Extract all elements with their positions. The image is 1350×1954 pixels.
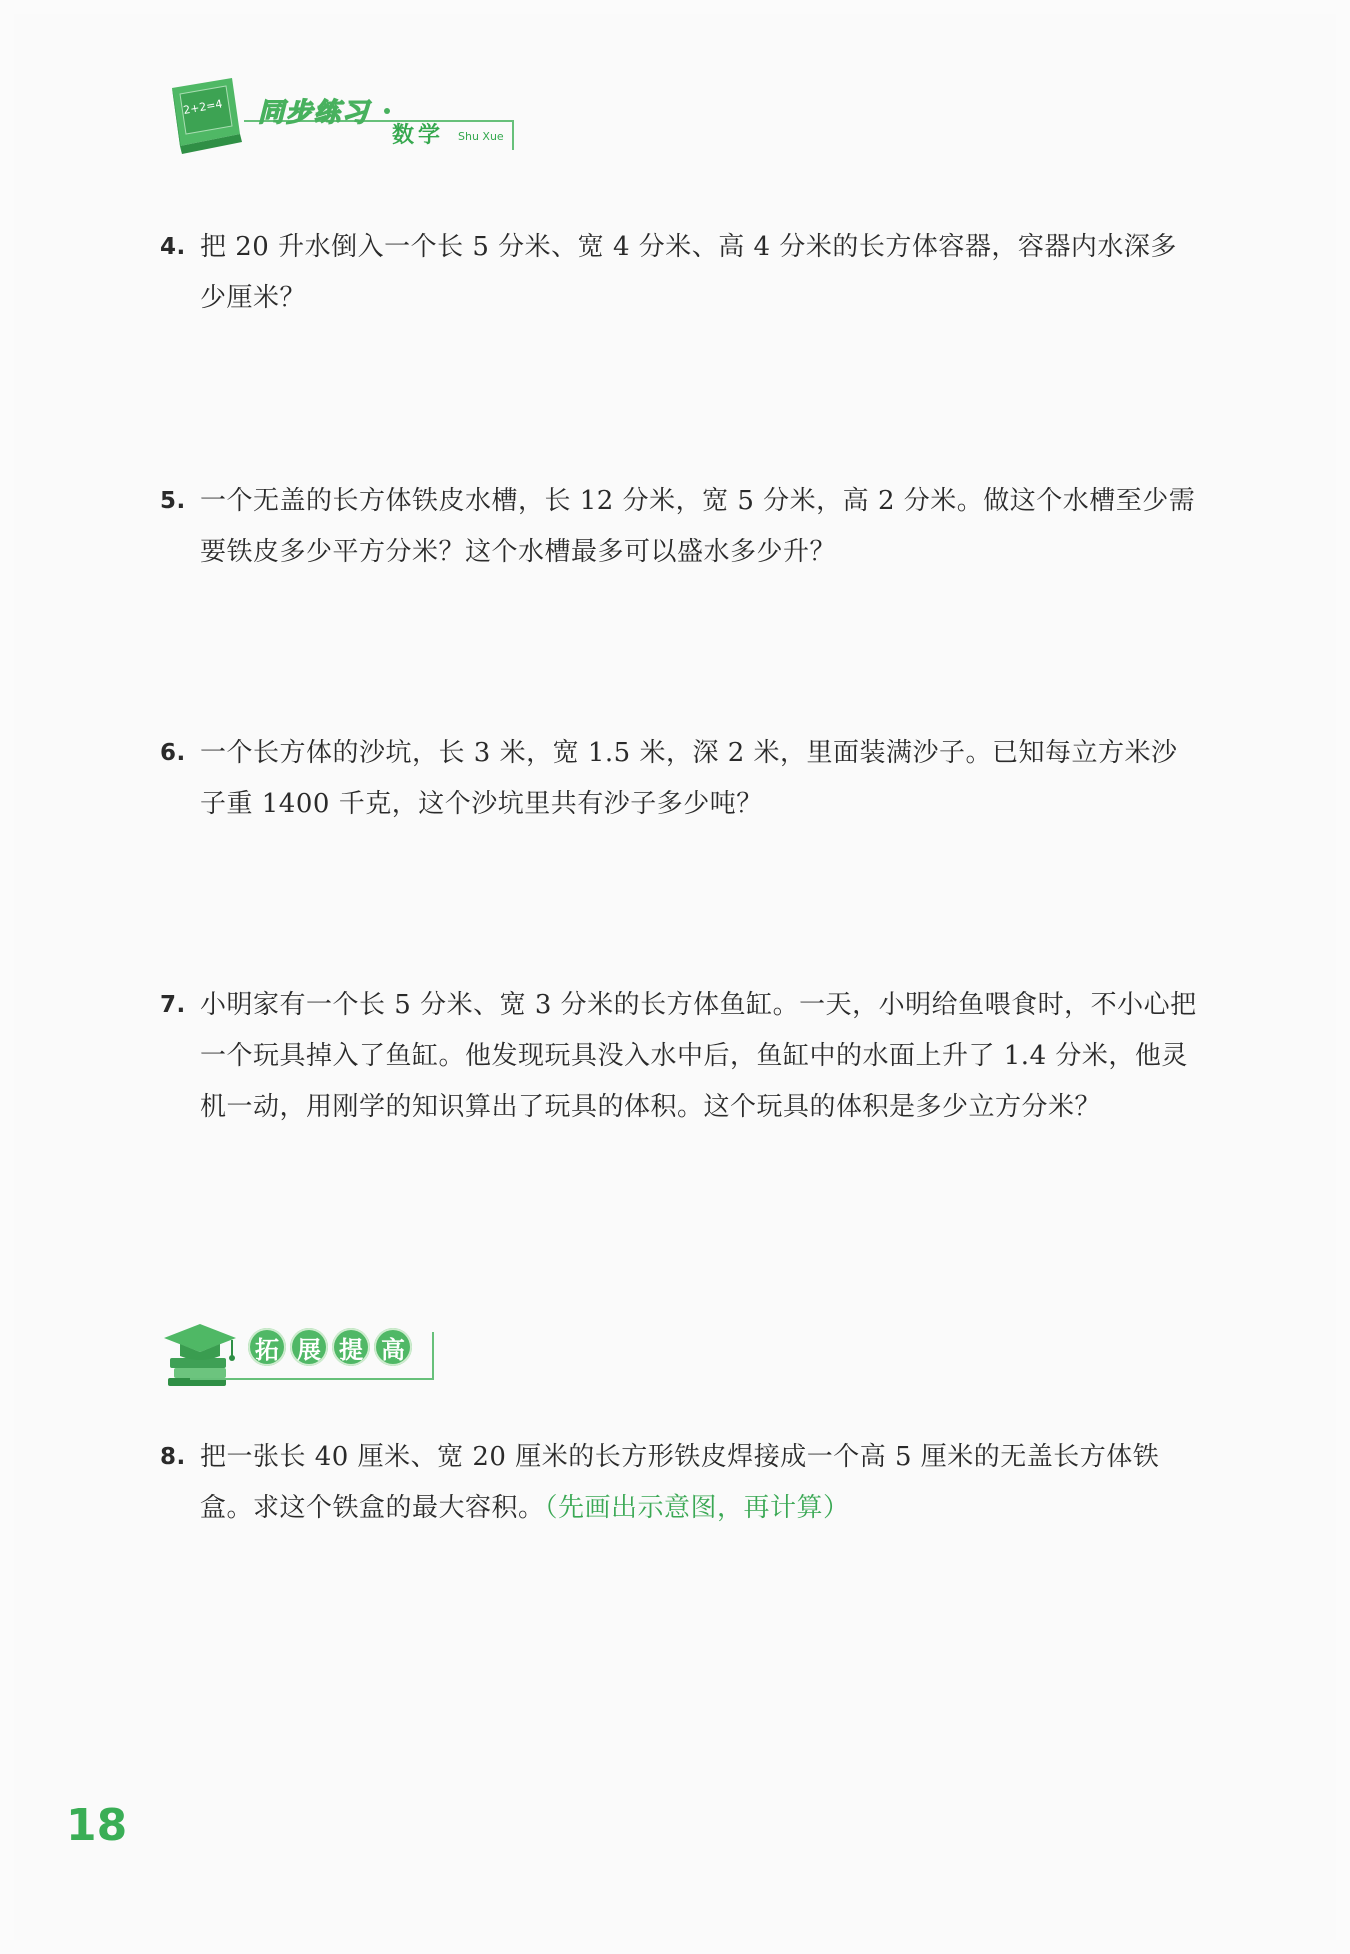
section-title-char: 拓 [248,1328,286,1366]
title-separator-dot [384,108,390,114]
question-8 [160,1432,1200,1534]
icon-text: 2+2=4 [182,97,224,117]
question-number: 5. [160,488,186,514]
question-4 [160,222,1200,324]
section-title-char: 高 [374,1328,412,1366]
section-title [248,1328,412,1366]
chalkboard-book-icon [166,74,246,158]
question-text [200,1432,1200,1534]
question-hint: （先画出示意图，再计算） [544,1493,850,1523]
subject-label: 数学 [392,123,445,148]
section-title-char: 提 [332,1328,370,1366]
question-text: 把 20 升水倒入一个长 5 分米、宽 4 分米、高 4 分米的长方体容器，容器内水深多少厘米？ [200,232,1177,313]
question-body: 把一张长 40 厘米、宽 20 厘米的长方形铁皮焊接成一个高 5 厘米的无盖长方体铁盒。求这个铁盒的最大容积。 [200,1442,1160,1523]
page-number: 18 [66,1800,128,1851]
section-title-char: 展 [290,1328,328,1366]
question-text: 一个长方体的沙坑，长 3 米，宽 1.5 米，深 2 米，里面装满沙子。已知每立方米沙子重 1400 千克，这个沙坑里共有沙子多少吨？ [200,738,1178,819]
question-text: 小明家有一个长 5 分米、宽 3 分米的长方体鱼缸。一天，小明给鱼喂食时，不小心把一个玩具掉入了鱼缸。他发现玩具没入水中后，鱼缸中的水面上升了 1.4 分米，他灵机一动，用刚学的知识算出了玩具的体积。这个玩具的体积是多少立方分米？ [200,990,1197,1122]
question-text: 一个无盖的长方体铁皮水槽，长 12 分米，宽 5 分米，高 2 分米。做这个水槽至少需要铁皮多少平方分米？这个水槽最多可以盛水多少升？ [200,486,1196,567]
question-number: 8. [160,1444,186,1470]
header [162,68,522,160]
question-number: 7. [160,992,186,1018]
book-title: 同步练习 [258,98,371,128]
section-banner [160,1310,440,1390]
question-5 [160,476,1200,578]
question-6 [160,728,1200,830]
question-number: 6. [160,740,186,766]
subject-pinyin: Shu Xue [458,130,504,143]
question-7 [160,980,1200,1133]
question-number: 4. [160,234,186,260]
